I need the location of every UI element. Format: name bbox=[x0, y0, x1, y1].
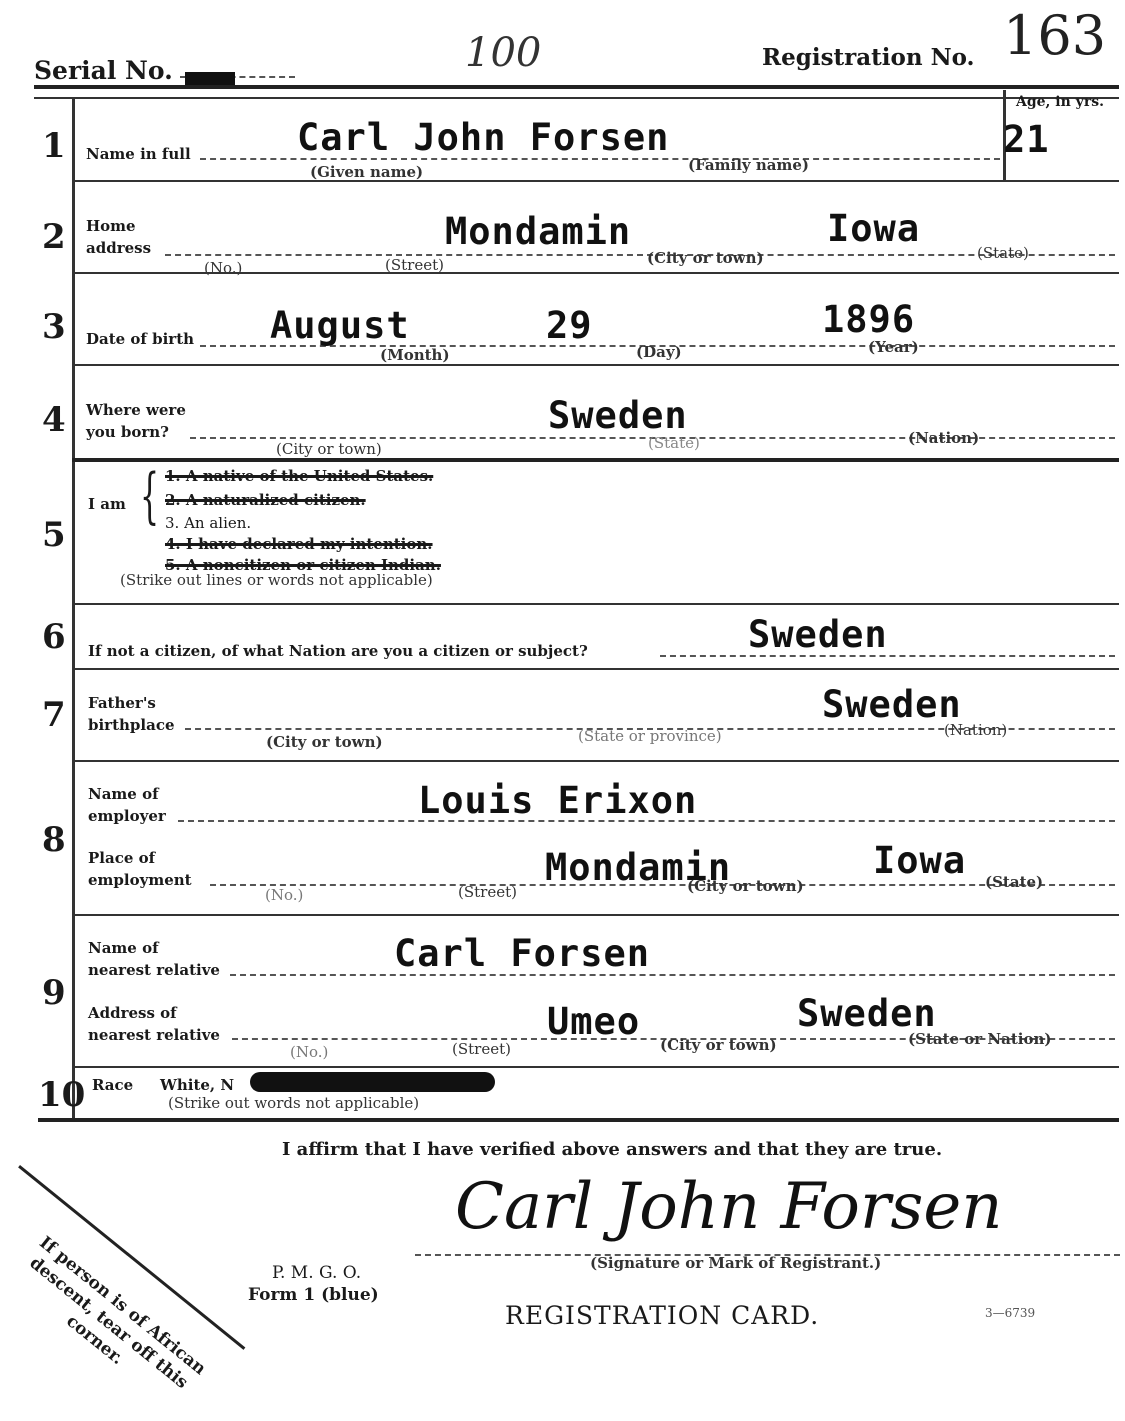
relative-label-1: Name of bbox=[88, 939, 159, 957]
citizen-question: If not a citizen, of what Nation are you a citizen or subject? bbox=[88, 642, 588, 660]
place-label-2: employment bbox=[88, 871, 192, 889]
signature: Carl John Forsen bbox=[455, 1170, 1003, 1244]
relative-line bbox=[230, 974, 1115, 976]
relative-address-label-2: nearest relative bbox=[88, 1026, 220, 1044]
employer-label-1: Name of bbox=[88, 785, 159, 803]
relative-label-2: nearest relative bbox=[88, 961, 220, 979]
row-number-1: 1 bbox=[42, 126, 66, 166]
form-label: Form 1 (blue) bbox=[248, 1285, 379, 1305]
home-state: Iowa bbox=[827, 207, 921, 250]
home-street-caption: (Street) bbox=[385, 256, 444, 274]
header-rule bbox=[34, 85, 1119, 89]
month-caption: (Month) bbox=[380, 346, 450, 364]
row-rule-4 bbox=[72, 458, 1119, 462]
race-value: White, N bbox=[160, 1076, 235, 1094]
father-state-caption: (State or province) bbox=[578, 727, 722, 745]
tear-off-note: If person is of African descent, tear off this corner. bbox=[25, 1232, 210, 1393]
relative-city-caption: (City or town) bbox=[660, 1036, 777, 1054]
place-label-1: Place of bbox=[88, 849, 156, 867]
born-city-caption: (City or town) bbox=[276, 440, 382, 458]
relative-state-caption: (State or Nation) bbox=[908, 1030, 1052, 1048]
father-value: Sweden bbox=[822, 683, 962, 726]
home-no-caption: (No.) bbox=[204, 259, 243, 277]
card-title: REGISTRATION CARD. bbox=[505, 1301, 820, 1330]
row-number-2: 2 bbox=[42, 217, 66, 257]
father-city-caption: (City or town) bbox=[266, 733, 383, 751]
home-city: Mondamin bbox=[445, 210, 632, 253]
place-state-caption: (State) bbox=[985, 873, 1044, 891]
family-name-caption: (Family name) bbox=[688, 156, 809, 174]
row-rule-1 bbox=[72, 180, 1119, 182]
employer-label-2: employer bbox=[88, 807, 166, 825]
age-value: 21 bbox=[1003, 118, 1050, 161]
place-no-caption: (No.) bbox=[265, 886, 304, 904]
relative-city: Umeo bbox=[547, 1000, 641, 1043]
row-number-4: 4 bbox=[42, 400, 66, 440]
registration-label: Registration No. bbox=[762, 44, 975, 71]
row-number-8: 8 bbox=[42, 820, 66, 860]
strike-note: (Strike out lines or words not applicable) bbox=[120, 571, 433, 589]
relative-address-label-1: Address of bbox=[88, 1004, 177, 1022]
name-label: Name in full bbox=[86, 145, 191, 163]
row-rule-6 bbox=[72, 668, 1119, 670]
dob-day: 29 bbox=[546, 304, 593, 347]
form-code: 3—6739 bbox=[985, 1306, 1036, 1320]
affirmation: I affirm that I have verified above answers and that they are true. bbox=[282, 1139, 943, 1160]
row-number-10: 10 bbox=[38, 1075, 86, 1115]
place-state: Iowa bbox=[873, 839, 967, 882]
serial-value: 100 bbox=[465, 30, 542, 76]
row-number-7: 7 bbox=[42, 695, 66, 735]
signature-caption: (Signature or Mark of Registrant.) bbox=[590, 1254, 882, 1272]
row-number-6: 6 bbox=[42, 617, 66, 657]
born-value: Sweden bbox=[548, 394, 688, 437]
home-label-2: address bbox=[86, 239, 152, 257]
row-rule-2 bbox=[72, 272, 1119, 274]
row-rule-5 bbox=[72, 603, 1119, 605]
pmgo-label: P. M. G. O. bbox=[272, 1263, 362, 1283]
relative-nation: Sweden bbox=[797, 992, 937, 1035]
given-name-caption: (Given name) bbox=[310, 163, 424, 181]
relative-no-caption: (No.) bbox=[290, 1043, 329, 1061]
home-line bbox=[165, 254, 1115, 256]
home-label-1: Home bbox=[86, 217, 136, 235]
status-option-4: 4. I have declared my intention. bbox=[165, 535, 433, 553]
row-rule-9 bbox=[72, 1066, 1119, 1068]
row-number-9: 9 bbox=[42, 973, 66, 1013]
place-street-caption: (Street) bbox=[458, 883, 517, 901]
day-caption: (Day) bbox=[636, 343, 682, 361]
relative-value: Carl Forsen bbox=[394, 932, 651, 975]
registration-value: 163 bbox=[1003, 4, 1107, 67]
status-option-1: 1. A native of the United States. bbox=[165, 467, 434, 485]
born-state-caption: (State) bbox=[648, 434, 700, 452]
status-option-3: 3. An alien. bbox=[165, 514, 252, 532]
status-option-2: 2. A naturalized citizen. bbox=[165, 491, 366, 509]
i-am-label: I am bbox=[88, 495, 126, 513]
row-rule-7 bbox=[72, 760, 1119, 762]
relative-street-caption: (Street) bbox=[452, 1040, 511, 1058]
left-rule bbox=[72, 98, 75, 1118]
name-value: Carl John Forsen bbox=[297, 116, 670, 159]
status-option-5: 5. A noncitizen or citizen Indian. bbox=[165, 556, 441, 574]
father-nation-caption: (Nation) bbox=[944, 721, 1008, 739]
father-label-1: Father's bbox=[88, 694, 156, 712]
born-label-1: Where were bbox=[86, 401, 186, 419]
race-redaction bbox=[250, 1072, 495, 1092]
dob-year: 1896 bbox=[822, 298, 916, 341]
born-label-2: you born? bbox=[86, 423, 169, 441]
dob-month: August bbox=[270, 304, 410, 347]
home-city-caption: (City or town) bbox=[647, 249, 764, 267]
father-label-2: birthplace bbox=[88, 716, 175, 734]
place-city: Mondamin bbox=[545, 846, 732, 889]
row-rule-8 bbox=[72, 914, 1119, 916]
race-label: Race bbox=[92, 1076, 134, 1094]
header-rule-2 bbox=[34, 97, 1119, 99]
i-am-brace: { bbox=[140, 461, 160, 531]
row-rule-3 bbox=[72, 364, 1119, 366]
place-city-caption: (City or town) bbox=[687, 877, 804, 895]
home-state-caption: (State) bbox=[977, 244, 1029, 262]
serial-label: Serial No. bbox=[34, 56, 173, 85]
year-caption: (Year) bbox=[868, 338, 919, 356]
citizen-value: Sweden bbox=[748, 613, 888, 656]
born-nation-caption: (Nation) bbox=[908, 429, 980, 447]
dob-label: Date of birth bbox=[86, 330, 195, 348]
bottom-rule bbox=[38, 1118, 1119, 1122]
row-number-5: 5 bbox=[42, 515, 66, 555]
race-note: (Strike out words not applicable) bbox=[168, 1094, 420, 1112]
age-label: Age, in yrs. bbox=[1016, 94, 1104, 110]
row-number-3: 3 bbox=[42, 307, 66, 347]
employer-value: Louis Erixon bbox=[418, 779, 698, 822]
